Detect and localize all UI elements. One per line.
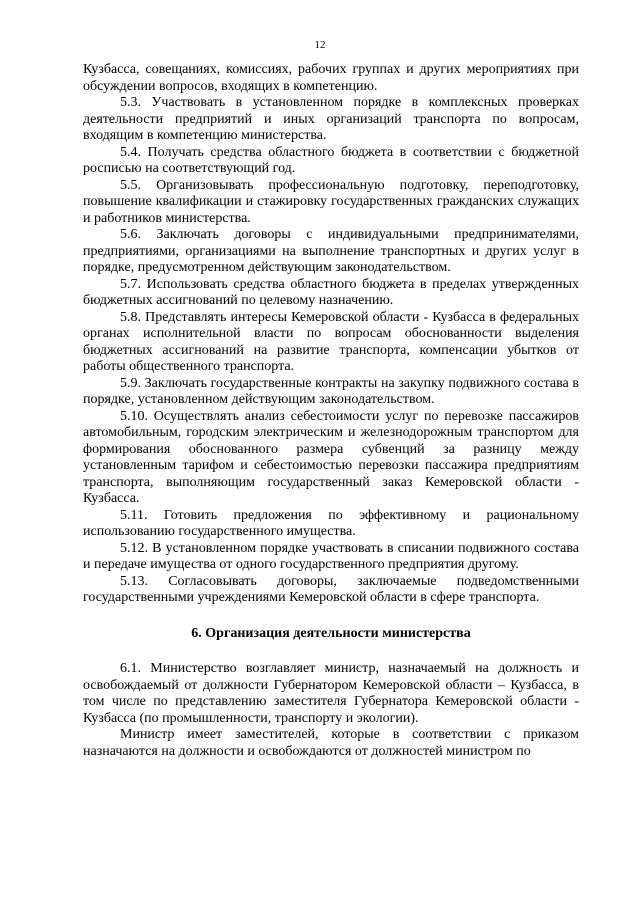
paragraph: 5.13. Согласовывать договоры, заключаемые подведомственными государственными учреждениями Кемеровской области в сфере транспорта.	[83, 573, 579, 605]
paragraph: 5.8. Представлять интересы Кемеровской области - Кузбасса в федеральных органах исполнительной власти по вопросам обоснованности выделения бюджетных ассигнований на развитие транспорта, компенсации убытков от работы общественного транспорта.	[83, 309, 579, 374]
paragraph: 5.9. Заключать государственные контракты на закупку подвижного состава в порядке, установленном действующим законодательством.	[83, 375, 579, 407]
paragraph: 5.5. Организовывать профессиональную подготовку, переподготовку, повышение квалификации и стажировку государственных гражданских служащих и работников министерства.	[83, 177, 579, 226]
paragraph: 5.3. Участвовать в установленном порядке в комплексных проверках деятельности предприятий и иных организаций транспорта по вопросам, входящим в компетенцию министерства.	[83, 95, 579, 143]
paragraph: 5.6. Заключать договоры с индивидуальными предпринимателями, предприятиями, организациями на выполнение транспортных и других услуг в порядке, предусмотренном действующим законодательством.	[83, 227, 579, 275]
section-heading: 6. Организация деятельности министерства	[191, 625, 471, 641]
paragraph: 5.7. Использовать средства областного бюджета в пределах утвержденных бюджетных ассигнований по целевому назначению.	[83, 276, 579, 308]
page-number: 12	[314, 39, 326, 51]
section-6-paragraphs	[83, 661, 579, 760]
paragraph: 5.4. Получать средства областного бюджета в соответствии с бюджетной росписью на соответствующий год.	[83, 144, 579, 176]
paragraph: Министр имеет заместителей, которые в соответствии с приказом назначаются на должности и освобождаются от должностей министром по	[83, 727, 579, 759]
paragraph: 5.10. Осуществлять анализ себестоимости услуг по перевозке пассажиров автомобильным, городским электрическим и железнодорожным транспортом для формирования обоснованного размера субвенций за разницу между установленным тарифом и себестоимостью перевозки пассажира предприятиям транспорта, выполняющим государственный заказ Кемеровской области - Кузбасса.	[83, 408, 579, 506]
section-5-paragraphs	[83, 62, 579, 607]
paragraph: 5.11. Готовить предложения по эффективному и рациональному использованию государственного имущества.	[83, 507, 579, 539]
paragraph: 6.1. Министерство возглавляет министр, назначаемый на должность и освобождаемый от должности Губернатором Кемеровской области – Кузбасса, в том числе по представлению заместителя Губернатора Кемеровской области - Кузбасса (по промышленности, транспорту и экологии).	[83, 661, 579, 726]
document-body	[83, 62, 579, 760]
paragraph: 5.12. В установленном порядке участвовать в списании подвижного состава и передаче имущества от одного государственного предприятия другому.	[83, 540, 579, 572]
paragraph: Кузбасса, совещаниях, комиссиях, рабочих группах и других мероприятиях при обсуждении вопросов, входящих в компетенцию.	[83, 62, 579, 94]
